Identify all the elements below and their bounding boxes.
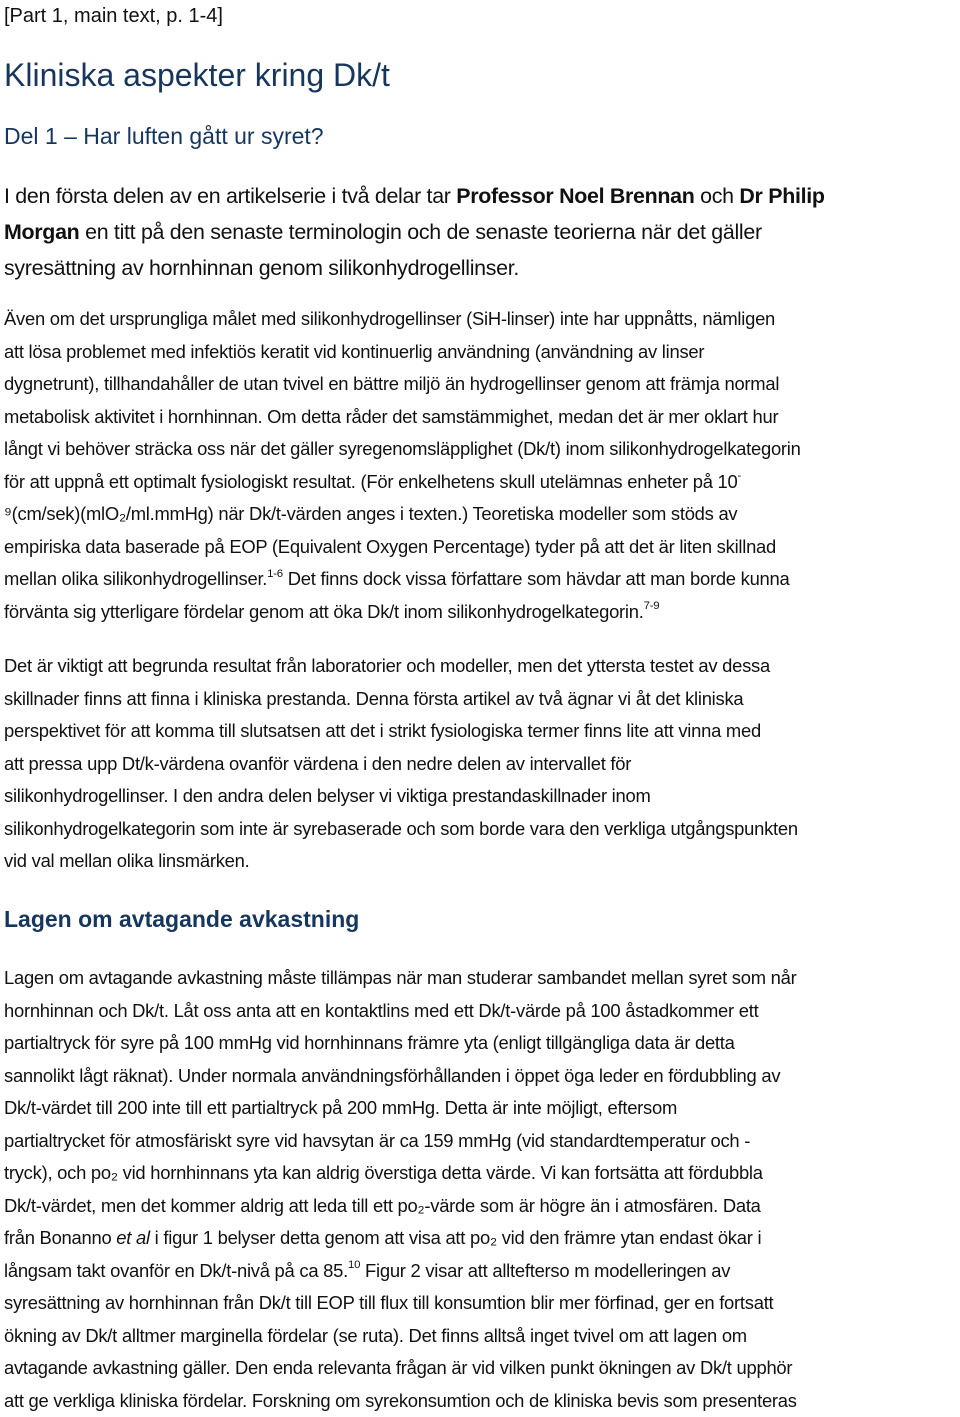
intro-text: och	[695, 184, 740, 208]
text-line: tryck), och po₂ vid hornhinnans yta kan aldrig överstiga detta värde. Vi kan fortsätta att fördubbla	[4, 1157, 958, 1190]
superscript: -	[738, 470, 742, 482]
text-line: Dk/t-värdet, men det kommer aldrig att leda till ett po₂-värde som är högre än i atmosfären. Data	[4, 1190, 958, 1223]
text-span: Figur 2 visar att alltefterso m modelleringen av	[360, 1260, 730, 1281]
text-line: att ge verkliga kliniska fördelar. Forskning om syrekonsumtion och de kliniska bevis som presenteras	[4, 1385, 958, 1417]
citation-superscript: 7-9	[644, 600, 660, 612]
text-line: perspektivet för att komma till slutsatsen att det i strikt fysiologiska termer finns lite att vinna med	[4, 715, 958, 748]
text-line: hornhinnan och Dk/t. Låt oss anta att en kontaktlins med ett Dk/t-värde på 100 åstadkommer ett	[4, 995, 958, 1028]
body-paragraph-3	[4, 962, 958, 1417]
author-name: Morgan	[4, 220, 79, 244]
text-line: silikonhydrogelkategorin som inte är syrebaserade och som borde vara den verkliga utgångspunkten	[4, 813, 958, 846]
text-span: från Bonanno	[4, 1227, 116, 1248]
body-paragraph-2	[4, 650, 958, 878]
intro-text: en titt på den senaste terminologin och de senaste teorierna när det gäller	[79, 220, 761, 244]
text-line: partialtryck för syre på 100 mmHg vid hornhinnans främre yta (enligt tillgängliga data är detta	[4, 1027, 958, 1060]
author-name: Professor Noel Brennan	[456, 184, 694, 208]
text-line: empiriska data baserade på EOP (Equivalent Oxygen Percentage) tyder på att det är liten skillnad	[4, 531, 958, 564]
text-line: långt vi behöver sträcka oss när det gäller syregenomsläpplighet (Dk/t) inom silikonhydrogelkategorin	[4, 433, 958, 466]
text-line: Dk/t-värdet till 200 inte till ett partialtryck på 200 mmHg. Detta är inte möjligt, eftersom	[4, 1092, 958, 1125]
text-line: Även om det ursprungliga målet med silikonhydrogellinser (SiH-linser) inte har uppnåtts, nämligen	[4, 303, 958, 336]
text-line: sannolikt lågt räknat). Under normala användningsförhållanden i öppet öga leder en fördubbling av	[4, 1060, 958, 1093]
italic-text: et al	[116, 1227, 150, 1248]
text-line: skillnader finns att finna i kliniska prestanda. Denna första artikel av två ägnar vi åt det kliniska	[4, 683, 958, 716]
text-line: att pressa upp Dt/k-värdena ovanför värdena i den nedre delen av intervallet för	[4, 748, 958, 781]
intro-line	[4, 214, 956, 250]
citation-superscript: 1-6	[267, 568, 283, 580]
intro-paragraph	[4, 178, 956, 286]
text-span: förvänta sig ytterligare fördelar genom att öka Dk/t inom silikonhydrogelkategorin.	[4, 601, 644, 622]
intro-text: I den första delen av en artikelserie i två delar tar	[4, 184, 456, 208]
article-title: Kliniska aspekter kring Dk/t	[4, 50, 390, 100]
text-line: ökning av Dk/t alltmer marginella fördelar (se ruta). Det finns alltså inget tvivel om att lagen om	[4, 1320, 958, 1353]
text-line: att lösa problemet med infektiös keratit vid kontinuerlig användning (användning av linser	[4, 336, 958, 369]
text-line: metabolisk aktivitet i hornhinnan. Om detta råder det samstämmighet, medan det är mer oklart hur	[4, 401, 958, 434]
text-line	[4, 563, 958, 596]
section-heading: Lagen om avtagande avkastning	[4, 900, 359, 938]
text-line: Det är viktigt att begrunda resultat från laboratorier och modeller, men det yttersta testet av dessa	[4, 650, 958, 683]
text-line: avtagande avkastning gäller. Den enda relevanta frågan är vid vilken punkt ökningen av Dk/t upphör	[4, 1352, 958, 1385]
text-line: silikonhydrogellinser. I den andra delen belyser vi viktiga prestandaskillnader inom	[4, 780, 958, 813]
article-subtitle: Del 1 – Har luften gått ur syret?	[4, 120, 324, 152]
text-span: i figur 1 belyser detta genom att visa att po₂ vid den främre ytan endast ökar i	[150, 1227, 761, 1248]
text-line	[4, 1222, 958, 1255]
citation-superscript: 10	[348, 1259, 360, 1271]
intro-line: syresättning av hornhinnan genom silikonhydrogellinser.	[4, 250, 956, 286]
text-span: för att uppnå ett optimalt fysiologiskt resultat. (För enkelhetens skull utelämnas enheter på 10	[4, 471, 738, 492]
text-line: dygnetrunt), tillhandahåller de utan tvivel en bättre miljö än hydrogellinser genom att främja normal	[4, 368, 958, 401]
author-name: Dr Philip	[739, 184, 824, 208]
body-paragraph-1	[4, 303, 958, 628]
text-line: vid val mellan olika linsmärken.	[4, 845, 958, 878]
text-line	[4, 1255, 958, 1288]
text-line	[4, 596, 958, 629]
text-line: ⁹(cm/sek)(mlO₂/ml.mmHg) när Dk/t-värden anges i texten.) Teoretiska modeller som stöds av	[4, 498, 958, 531]
intro-line	[4, 178, 956, 214]
text-line	[4, 466, 958, 499]
part-label: [Part 1, main text, p. 1-4]	[4, 0, 223, 32]
text-line: Lagen om avtagande avkastning måste tillämpas när man studerar sambandet mellan syret som når	[4, 962, 958, 995]
text-span: långsam takt ovanför en Dk/t-nivå på ca 85.	[4, 1260, 348, 1281]
text-span: Det finns dock vissa författare som hävdar att man borde kunna	[283, 568, 790, 589]
text-span: mellan olika silikonhydrogellinser.	[4, 568, 267, 589]
text-line: syresättning av hornhinnan från Dk/t till EOP till flux till konsumtion blir mer förfinad, ger en fortsatt	[4, 1287, 958, 1320]
text-line: partialtrycket för atmosfäriskt syre vid havsytan är ca 159 mmHg (vid standardtemperatur och -	[4, 1125, 958, 1158]
